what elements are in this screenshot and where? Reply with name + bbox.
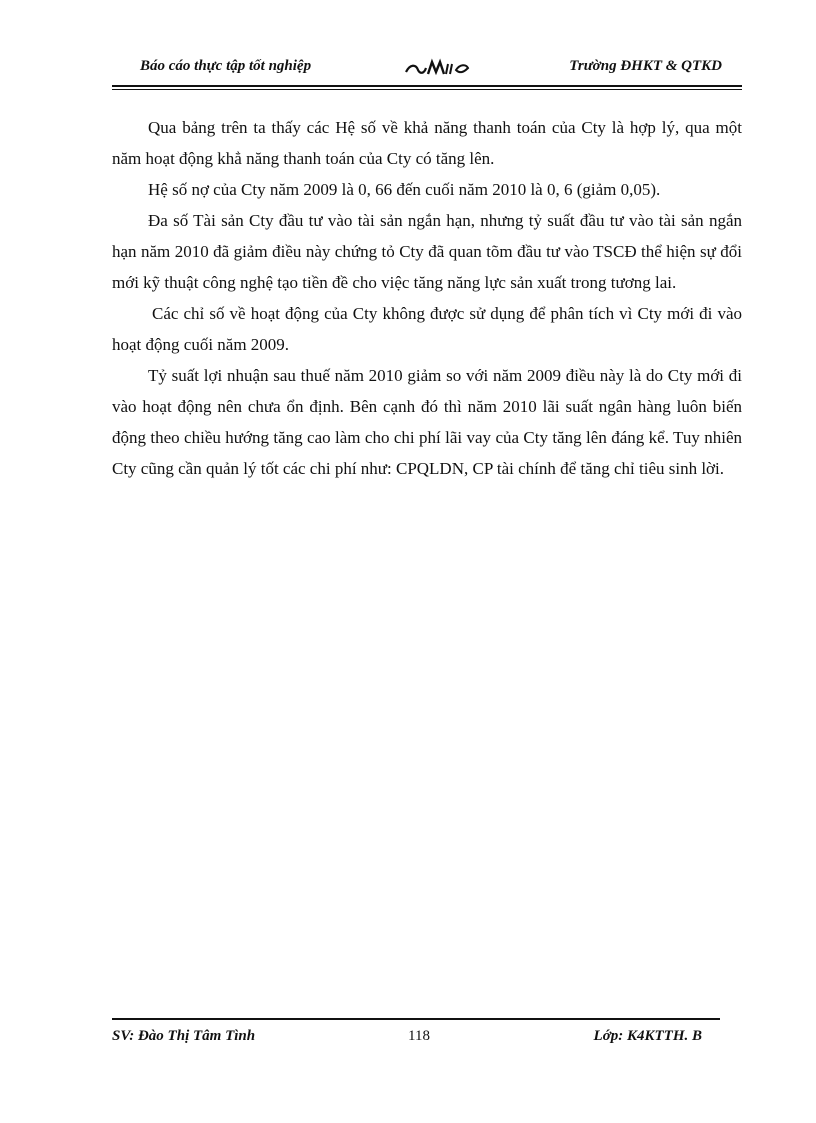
paragraph: Tỷ suất lợi nhuận sau thuế năm 2010 giảm so với năm 2009 điều này là do Cty mới đi vào hoạt động nên chưa ổn định. Bên cạnh đó thì năm 2010 lãi suất ngân hàng luôn biến động theo chiều hướng tăng cao làm cho chi phí lãi vay của Cty tăng lên đáng kể. Tuy nhiên Cty cũng cần quản lý tốt các chi phí như: CPQLDN, CP tài chính để tăng chỉ tiêu sinh lời. [112, 366, 742, 478]
footer-page-number: 118 [408, 1028, 430, 1044]
paragraph: Các chỉ số về hoạt động của Cty không được sử dụng để phân tích vì Cty mới đi vào hoạt động cuối năm 2009. [112, 304, 742, 354]
ornament-icon [402, 58, 472, 78]
header-school-name: Trường ĐHKT & QTKD [569, 58, 722, 74]
footer-rule [112, 1018, 720, 1020]
footer-class: Lớp: K4KTTH. B [593, 1028, 702, 1044]
page-header [112, 56, 742, 82]
document-body [112, 112, 742, 484]
header-rule-thin [112, 89, 742, 90]
page-footer [112, 1028, 720, 1050]
header-report-title: Báo cáo thực tập tốt nghiệp [140, 58, 312, 74]
paragraph: Đa số Tài sản Cty đầu tư vào tài sản ngắn hạn, nhưng tỷ suất đầu tư vào tài sản ngắn hạn năm 2010 đã giảm điều này chứng tỏ Cty đã quan tõm đầu tư vào TSCĐ thể hiện sự đổi mới kỹ thuật công nghệ tạo tiền đề cho việc tăng năng lực sản xuất trong tương lai. [112, 211, 742, 292]
header-rule-thick [112, 85, 742, 87]
paragraph: Qua bảng trên ta thấy các Hệ số về khả năng thanh toán của Cty là hợp lý, qua một năm hoạt động khẳ năng thanh toán của Cty có tăng lên. [112, 118, 742, 168]
paragraph: Hệ số nợ của Cty năm 2009 là 0, 66 đến cuối năm 2010 là 0, 6 (giảm 0,05). [148, 180, 661, 199]
footer-student-name: SV: Đào Thị Tâm Tình [112, 1028, 256, 1044]
